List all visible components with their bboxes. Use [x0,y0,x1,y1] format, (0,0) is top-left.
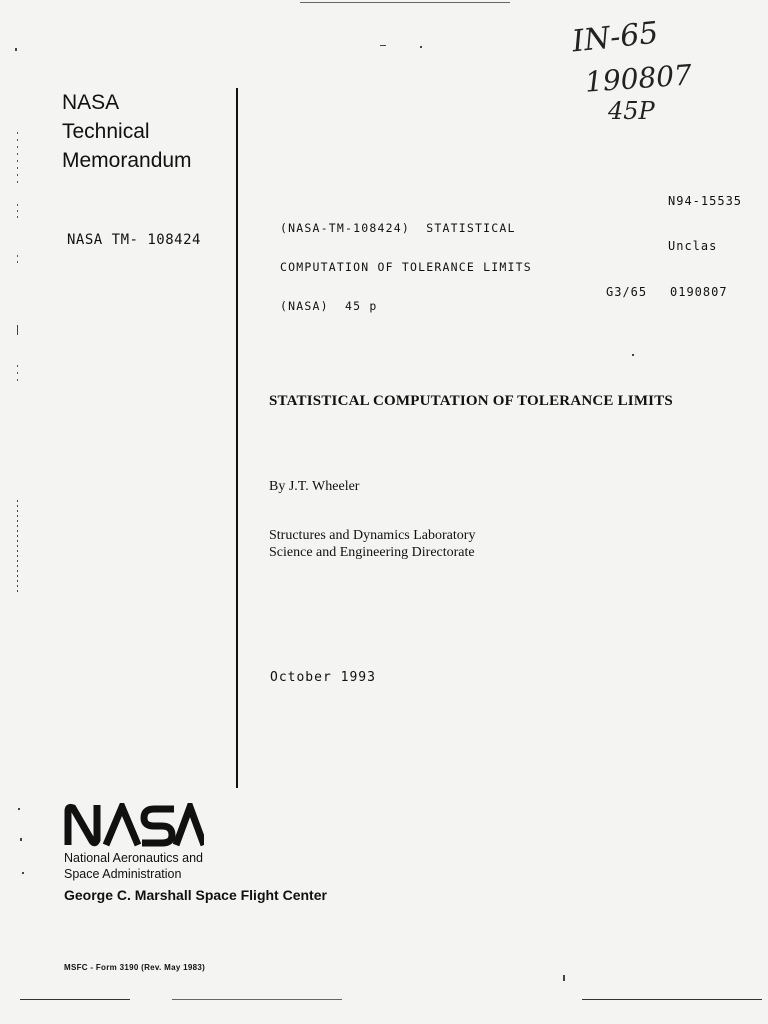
report-number: NASA TM- 108424 [67,232,201,248]
scan-speck [17,500,18,595]
handwritten-pages: 45P [608,97,655,125]
accession-line-2: COMPUTATION OF TOLERANCE LIMITS [280,260,532,274]
accession-block [280,196,532,326]
scan-speck [563,975,565,981]
report-type-line-1: NASA [62,91,120,114]
scan-speck [17,204,18,222]
form-number: MSFC - Form 3190 (Rev. May 1983) [64,963,206,972]
scan-rule-bottom-mid [172,999,342,1000]
handwritten-category: IN-65 [570,15,661,60]
report-type-line-2: Technical [62,120,150,143]
handwritten-id: 190807 [583,58,693,99]
subject-category: G3/65 [606,285,648,299]
organization-block [269,527,475,561]
nasa-worm-logo [64,803,204,847]
author-line: By J.T. Wheeler [269,479,360,494]
organization-line-2: Science and Engineering Directorate [269,545,475,560]
report-type-heading [62,88,192,175]
scan-speck [18,808,20,810]
scan-speck [15,48,17,51]
scan-speck [380,45,386,46]
document-title: STATISTICAL COMPUTATION OF TOLERANCE LIMITS [269,393,673,409]
scan-speck [17,132,18,187]
scan-speck [632,354,634,356]
vertical-divider [236,88,238,788]
classification-status: Unclas [668,239,718,253]
center-name: George C. Marshall Space Flight Center [64,887,327,903]
agency-line-2: Space Administration [64,867,182,881]
scan-rule-bottom-right [582,999,762,1000]
agency-name [64,850,203,882]
scan-speck [17,255,18,267]
scan-speck [17,365,18,385]
accession-line-3: (NASA) 45 p [280,299,378,313]
scan-speck [22,872,24,874]
accession-line-1: (NASA-TM-108424) STATISTICAL [280,221,516,235]
scan-rule-top [300,2,510,3]
scan-speck [20,838,22,841]
sequence-number: 0190807 [670,285,728,299]
publication-date: October 1993 [270,670,376,685]
scan-speck [17,325,18,335]
scan-rule-bottom-left [20,999,130,1000]
agency-line-1: National Aeronautics and [64,851,203,865]
accession-number: N94-15535 [668,194,743,208]
organization-line-1: Structures and Dynamics Laboratory [269,528,476,543]
report-type-line-3: Memorandum [62,149,192,172]
scan-speck [420,46,422,48]
